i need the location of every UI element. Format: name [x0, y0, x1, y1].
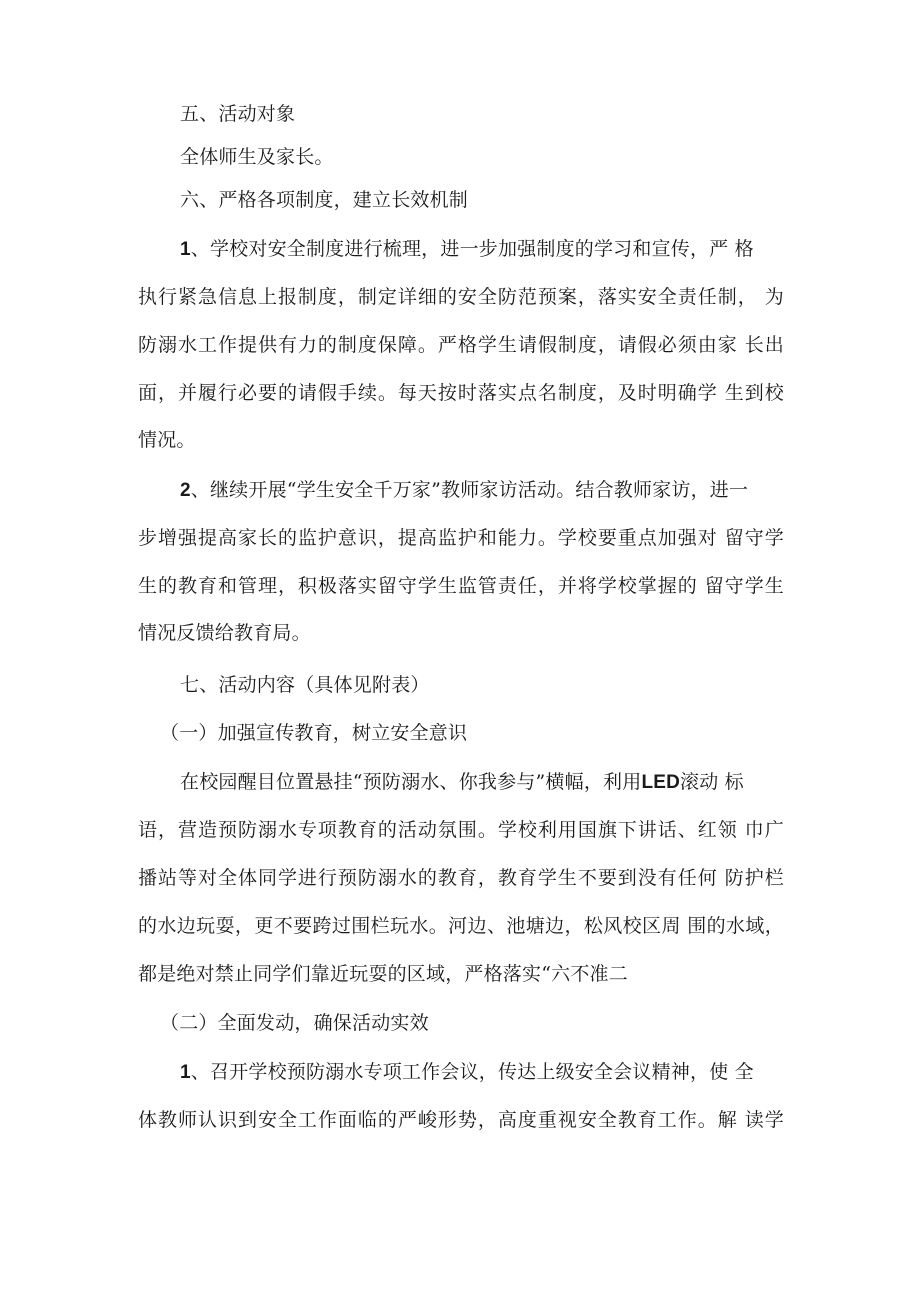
sub-1-line-1 [180, 770, 744, 795]
item-6-2-line-4: 情况反馈给教育局。 [138, 622, 311, 644]
item-6-2-number: 2 [180, 480, 191, 501]
sub-1-text-a: 在校园醒目位置悬挂“预防溺水、你我参与”横幅，利用 [180, 771, 642, 793]
item-6-2-line-3: 生的教育和管理，积极落实留守学生监管责任，并将学校掌握的 留守学生 [138, 575, 784, 597]
item-6-1-number: 1 [180, 239, 191, 260]
item-6-1-line-4: 面，并履行必要的请假手续。每天按时落实点名制度，及时明确学 生到校 [138, 382, 784, 404]
sub-1-line-2: 语，营造预防溺水专项教育的活动氛围。学校利用国旗下讲话、红领 巾广 [138, 819, 784, 841]
item-2-1-number: 1 [180, 1062, 191, 1083]
item-6-2-line-1 [180, 478, 748, 503]
sub-2-heading: （二）全面发动，确保活动实效 [160, 1012, 429, 1034]
item-6-2-text: 、继续开展“学生安全千万家”教师家访活动。结合教师家访，进一 [190, 479, 749, 501]
item-6-1-line-3: 防溺水工作提供有力的制度保障。严格学生请假制度，请假必须由家 长出 [138, 334, 784, 356]
sub-1-heading: （一）加强宣传教育，树立安全意识 [160, 722, 468, 744]
item-6-1-text: 、学校对安全制度进行梳理，进一步加强制度的学习和宣传，严 格 [190, 238, 754, 260]
section-5-body: 全体师生及家长。 [180, 146, 334, 168]
item-2-1-line-1 [180, 1060, 754, 1085]
item-6-1-line-5: 情况。 [138, 429, 196, 451]
section-7-heading: 七、活动内容（具体见附表） [180, 674, 430, 696]
section-6-heading: 六、严格各项制度，建立长效机制 [180, 189, 469, 211]
item-6-1-line-2: 执行紧急信息上报制度，制定详细的安全防范预案，落实安全责任制， 为 [138, 286, 784, 308]
item-2-1-line-2: 体教师认识到安全工作面临的严峻形势，高度重视安全教育工作。解 读学 [138, 1109, 784, 1131]
sub-1-line-3: 播站等对全体同学进行预防溺水的教育，教育学生不要到没有任何 防护栏 [138, 867, 784, 889]
item-6-1-line-1 [180, 237, 754, 262]
led-text: LED [641, 772, 681, 793]
sub-1-line-5: 都是绝对禁止同学们靠近玩耍的区域，严格落实“六不准二 [138, 963, 628, 985]
item-6-2-line-2: 步增强提高家长的监护意识，提高监护和能力。学校要重点加强对 留守学 [138, 527, 784, 549]
item-2-1-text: 、召开学校预防溺水专项工作会议，传达上级安全会议精神，使 全 [190, 1061, 754, 1083]
section-5-heading: 五、活动对象 [180, 103, 296, 125]
sub-1-text-b: 滚动 标 [680, 771, 744, 793]
sub-1-line-4: 的水边玩耍，更不要跨过围栏玩水。河边、池塘边，松风校区周 围的水域， [138, 915, 784, 937]
